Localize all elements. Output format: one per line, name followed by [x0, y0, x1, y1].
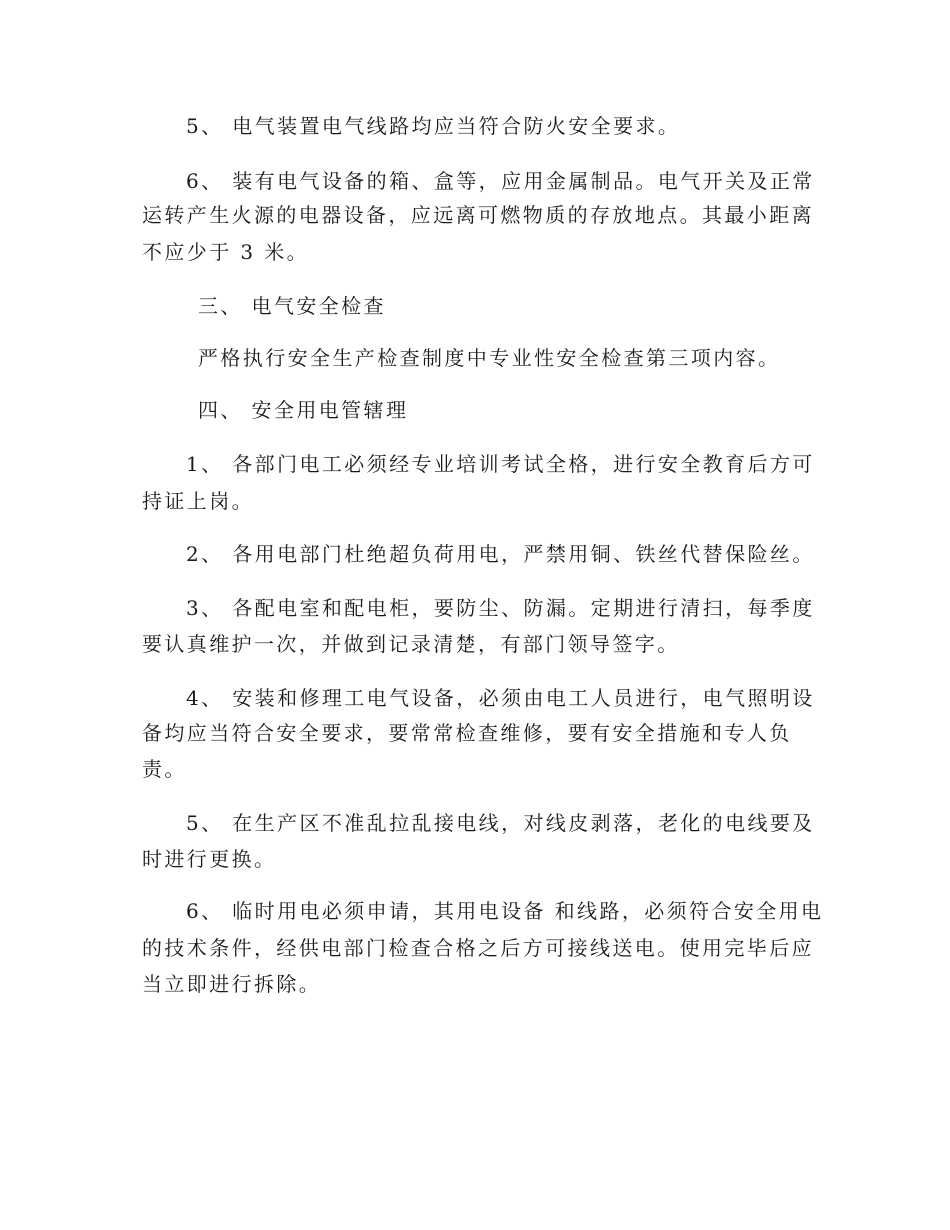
- item-2-line-1: 2、 各用电部门杜绝超负荷用电，严禁用铜、铁丝代替保险丝。: [186, 542, 815, 566]
- item-1-line-1: 1、 各部门电工必须经专业培训考试全格，进行安全教育后方可: [186, 452, 815, 476]
- paragraph-5-fire-safety: 5、 电气装置电气线路均应当符合防火安全要求。: [186, 114, 681, 138]
- item-6-line-1: 6、 临时用电必须申请，其用电设备 和线路，必须符合安全用电: [186, 899, 824, 923]
- paragraph-6-metal-boxes-line-1: 6、 装有电气设备的箱、盒等，应用金属制品。电气开关及正常: [186, 169, 815, 193]
- item-5-line-2: 时进行更换。: [142, 847, 277, 871]
- paragraph-6-metal-boxes-line-2: 运转产生火源的电器设备，应远离可燃物质的存放地点。其最小距离: [142, 203, 814, 227]
- section-heading-4: 四、 安全用电管辖理: [198, 398, 409, 422]
- item-3-line-1: 3、 各配电室和配电柜，要防尘、防漏。定期进行清扫，每季度: [186, 596, 815, 620]
- item-4-line-3: 责。: [142, 757, 187, 781]
- item-6-line-3: 当立即进行拆除。: [142, 972, 322, 996]
- item-5-line-1: 5、 在生产区不准乱拉乱接电线，对线皮剥落，老化的电线要及: [186, 811, 815, 835]
- paragraph-6-metal-boxes-line-3: 不应少于 3 米。: [142, 240, 310, 264]
- section-3-body: 严格执行安全生产检查制度中专业性安全检查第三项内容。: [198, 346, 781, 370]
- section-heading-3: 三、 电气安全检查: [198, 294, 386, 318]
- item-1-line-2: 持证上岗。: [142, 489, 254, 513]
- item-3-line-2: 要认真维护一次，并做到记录清楚，有部门领导签字。: [142, 632, 680, 656]
- item-6-line-2: 的技术条件，经供电部门检查合格之后方可接线送电。使用完毕后应: [142, 936, 814, 960]
- item-4-line-2: 备均应当符合安全要求，要常常检查维修，要有安全措施和专人负: [142, 721, 792, 745]
- item-4-line-1: 4、 安装和修理工电气设备，必须由电工人员进行，电气照明设: [186, 686, 815, 710]
